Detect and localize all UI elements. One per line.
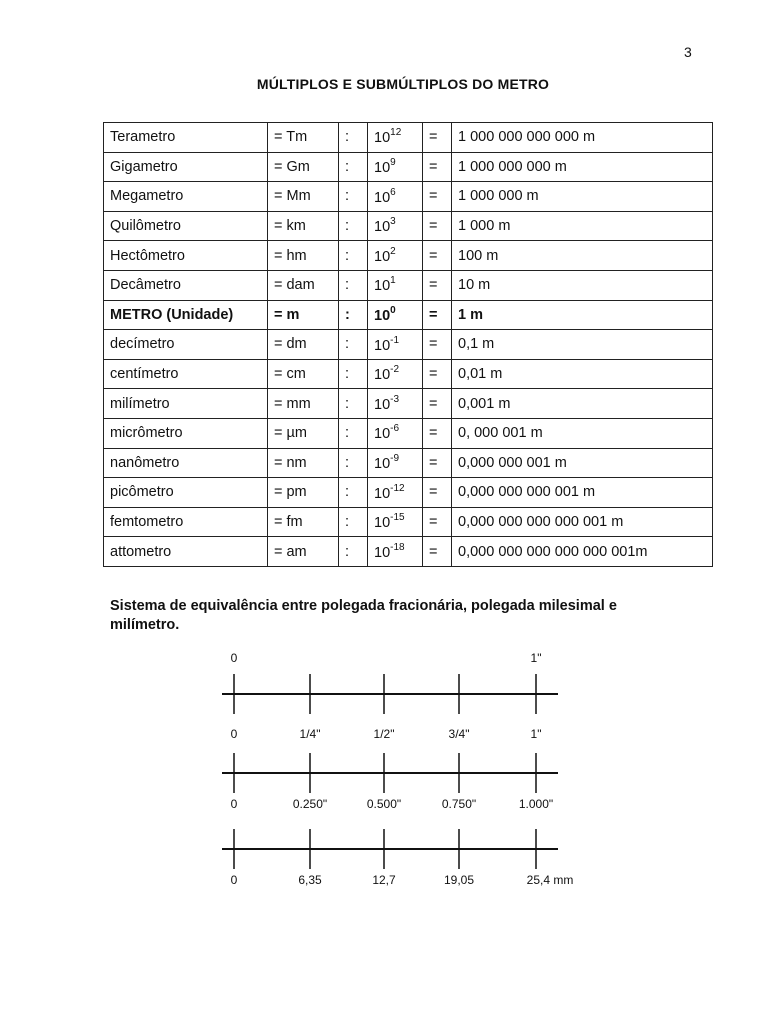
equals-sign: = — [423, 270, 452, 300]
scale-tick-label: 1" — [530, 727, 542, 741]
unit-name: Terametro — [104, 123, 268, 153]
power-base: 10 — [374, 159, 391, 176]
separator-colon: : — [339, 152, 368, 182]
unit-name: Hectômetro — [104, 241, 268, 271]
power-of-ten — [368, 418, 423, 448]
table-row — [104, 241, 713, 271]
table-row — [104, 478, 713, 508]
unit-name: Decâmetro — [104, 270, 268, 300]
equals-sign: = — [423, 123, 452, 153]
separator-colon: : — [339, 300, 368, 330]
scale-top-label: 1" — [530, 651, 542, 665]
separator-colon: : — [339, 182, 368, 212]
separator-colon: : — [339, 537, 368, 567]
unit-name: picômetro — [104, 478, 268, 508]
unit-symbol: = cm — [268, 359, 339, 389]
table-row — [104, 270, 713, 300]
power-of-ten — [368, 507, 423, 537]
equals-sign: = — [423, 182, 452, 212]
equals-sign: = — [423, 241, 452, 271]
scale-tick-label: 12,7 — [372, 873, 396, 887]
scale-tick-label: 1/2" — [373, 727, 395, 741]
table-row — [104, 211, 713, 241]
unit-symbol: = dm — [268, 330, 339, 360]
equals-sign: = — [423, 418, 452, 448]
power-base: 10 — [374, 544, 391, 561]
separator-colon: : — [339, 211, 368, 241]
scale-tick-label: 19,05 — [443, 873, 475, 887]
power-exponent: -18 — [390, 541, 405, 553]
unit-symbol: = Tm — [268, 123, 339, 153]
equals-sign: = — [423, 152, 452, 182]
unit-value: 0,000 000 000 000 001 m — [452, 507, 713, 537]
separator-colon: : — [339, 507, 368, 537]
power-of-ten — [368, 537, 423, 567]
unit-name: decímetro — [104, 330, 268, 360]
power-base: 10 — [374, 218, 391, 235]
units-table — [103, 122, 713, 567]
unit-value: 0,01 m — [452, 359, 713, 389]
table-row — [104, 152, 713, 182]
separator-colon: : — [339, 241, 368, 271]
separator-colon: : — [339, 270, 368, 300]
separator-colon: : — [339, 478, 368, 508]
page-number: 3 — [684, 44, 692, 60]
unit-value: 1 000 000 000 000 m — [452, 123, 713, 153]
table-row — [104, 359, 713, 389]
power-exponent: 1 — [390, 275, 396, 287]
scale-tick-label: 1.000" — [518, 797, 554, 811]
separator-colon: : — [339, 359, 368, 389]
page-title: MÚLTIPLOS E SUBMÚLTIPLOS DO METRO — [256, 76, 550, 92]
unit-symbol: = Mm — [268, 182, 339, 212]
table-row — [104, 389, 713, 419]
unit-value: 1 m — [452, 300, 713, 330]
equals-sign: = — [423, 389, 452, 419]
power-base: 10 — [374, 455, 391, 472]
power-exponent: 0 — [390, 304, 396, 316]
equals-sign: = — [423, 507, 452, 537]
power-exponent: -6 — [390, 423, 400, 435]
inch-scale-svg — [218, 644, 590, 894]
scale-tick-label: 0.500" — [366, 797, 402, 811]
separator-colon: : — [339, 448, 368, 478]
power-of-ten — [368, 123, 423, 153]
power-base: 10 — [374, 189, 391, 206]
power-of-ten — [368, 359, 423, 389]
power-base: 10 — [374, 248, 391, 265]
separator-colon: : — [339, 330, 368, 360]
power-base: 10 — [374, 396, 391, 413]
scale-tick-label: 6,35 — [298, 873, 322, 887]
equals-sign: = — [423, 359, 452, 389]
separator-colon: : — [339, 123, 368, 153]
table-row — [104, 507, 713, 537]
power-of-ten — [368, 448, 423, 478]
unit-value: 100 m — [452, 241, 713, 271]
unit-symbol: = m — [268, 300, 339, 330]
equals-sign: = — [423, 537, 452, 567]
power-exponent: 9 — [390, 156, 396, 168]
scale-tick-label: 3/4" — [448, 727, 470, 741]
unit-value: 0, 000 001 m — [452, 418, 713, 448]
unit-value: 0,1 m — [452, 330, 713, 360]
table-row — [104, 537, 713, 567]
scale-tick-label: 0 — [230, 797, 238, 811]
power-base: 10 — [374, 514, 391, 531]
unit-name: micrômetro — [104, 418, 268, 448]
power-base: 10 — [374, 485, 391, 502]
power-of-ten — [368, 330, 423, 360]
power-base: 10 — [374, 426, 391, 443]
unit-value: 1 000 000 m — [452, 182, 713, 212]
power-of-ten — [368, 389, 423, 419]
power-exponent: 3 — [390, 216, 396, 228]
power-exponent: -9 — [390, 452, 400, 464]
power-exponent: -3 — [390, 393, 400, 405]
unit-value: 0,000 000 001 m — [452, 448, 713, 478]
inch-scale-diagram — [218, 644, 590, 894]
unit-symbol: = fm — [268, 507, 339, 537]
unit-symbol: = mm — [268, 389, 339, 419]
table-row — [104, 330, 713, 360]
unit-value: 1 000 000 000 m — [452, 152, 713, 182]
scale-tick-label: 0.750" — [441, 797, 477, 811]
power-base: 10 — [374, 307, 391, 324]
power-of-ten — [368, 241, 423, 271]
unit-name: milímetro — [104, 389, 268, 419]
unit-name: Megametro — [104, 182, 268, 212]
power-of-ten — [368, 300, 423, 330]
unit-name: Gigametro — [104, 152, 268, 182]
equals-sign: = — [423, 211, 452, 241]
unit-value: 10 m — [452, 270, 713, 300]
power-exponent: -1 — [390, 334, 400, 346]
separator-colon: : — [339, 418, 368, 448]
power-exponent: 2 — [390, 245, 396, 257]
unit-symbol: = hm — [268, 241, 339, 271]
unit-symbol: = Gm — [268, 152, 339, 182]
scale-top-label: 0 — [230, 651, 238, 665]
power-exponent: -12 — [390, 482, 405, 494]
power-base: 10 — [374, 130, 391, 147]
power-of-ten — [368, 270, 423, 300]
unit-name: attometro — [104, 537, 268, 567]
unit-value: 0,000 000 000 001 m — [452, 478, 713, 508]
equals-sign: = — [423, 330, 452, 360]
power-exponent: 6 — [390, 186, 396, 198]
power-exponent: 12 — [390, 127, 402, 139]
unit-symbol: = km — [268, 211, 339, 241]
scale-tick-label: 25,4 mm — [526, 873, 574, 887]
unit-symbol: = pm — [268, 478, 339, 508]
unit-name: METRO (Unidade) — [104, 300, 268, 330]
power-of-ten — [368, 182, 423, 212]
table-row — [104, 448, 713, 478]
section-heading: Sistema de equivalência entre polegada fracionária, polegada milesimal e milímetro. — [110, 598, 617, 633]
power-of-ten — [368, 478, 423, 508]
separator-colon: : — [339, 389, 368, 419]
equals-sign: = — [423, 478, 452, 508]
scale-tick-label: 0.250" — [292, 797, 328, 811]
unit-name: nanômetro — [104, 448, 268, 478]
unit-name: femtometro — [104, 507, 268, 537]
unit-symbol: = dam — [268, 270, 339, 300]
unit-name: centímetro — [104, 359, 268, 389]
unit-symbol: = am — [268, 537, 339, 567]
unit-value: 1 000 m — [452, 211, 713, 241]
table-row — [104, 182, 713, 212]
scale-tick-label: 0 — [230, 727, 238, 741]
scale-tick-label: 1/4" — [299, 727, 321, 741]
equals-sign: = — [423, 300, 452, 330]
power-of-ten — [368, 211, 423, 241]
unit-symbol: = nm — [268, 448, 339, 478]
power-base: 10 — [374, 337, 391, 354]
power-of-ten — [368, 152, 423, 182]
power-exponent: -15 — [390, 512, 405, 524]
unit-symbol: = µm — [268, 418, 339, 448]
unit-name: Quilômetro — [104, 211, 268, 241]
table-row — [104, 418, 713, 448]
table-row — [104, 300, 713, 330]
power-base: 10 — [374, 278, 391, 295]
unit-value: 0,000 000 000 000 000 001m — [452, 537, 713, 567]
power-base: 10 — [374, 366, 391, 383]
scale-tick-label: 0 — [230, 873, 238, 887]
table-row — [104, 123, 713, 153]
power-exponent: -2 — [390, 364, 400, 376]
equals-sign: = — [423, 448, 452, 478]
unit-value: 0,001 m — [452, 389, 713, 419]
